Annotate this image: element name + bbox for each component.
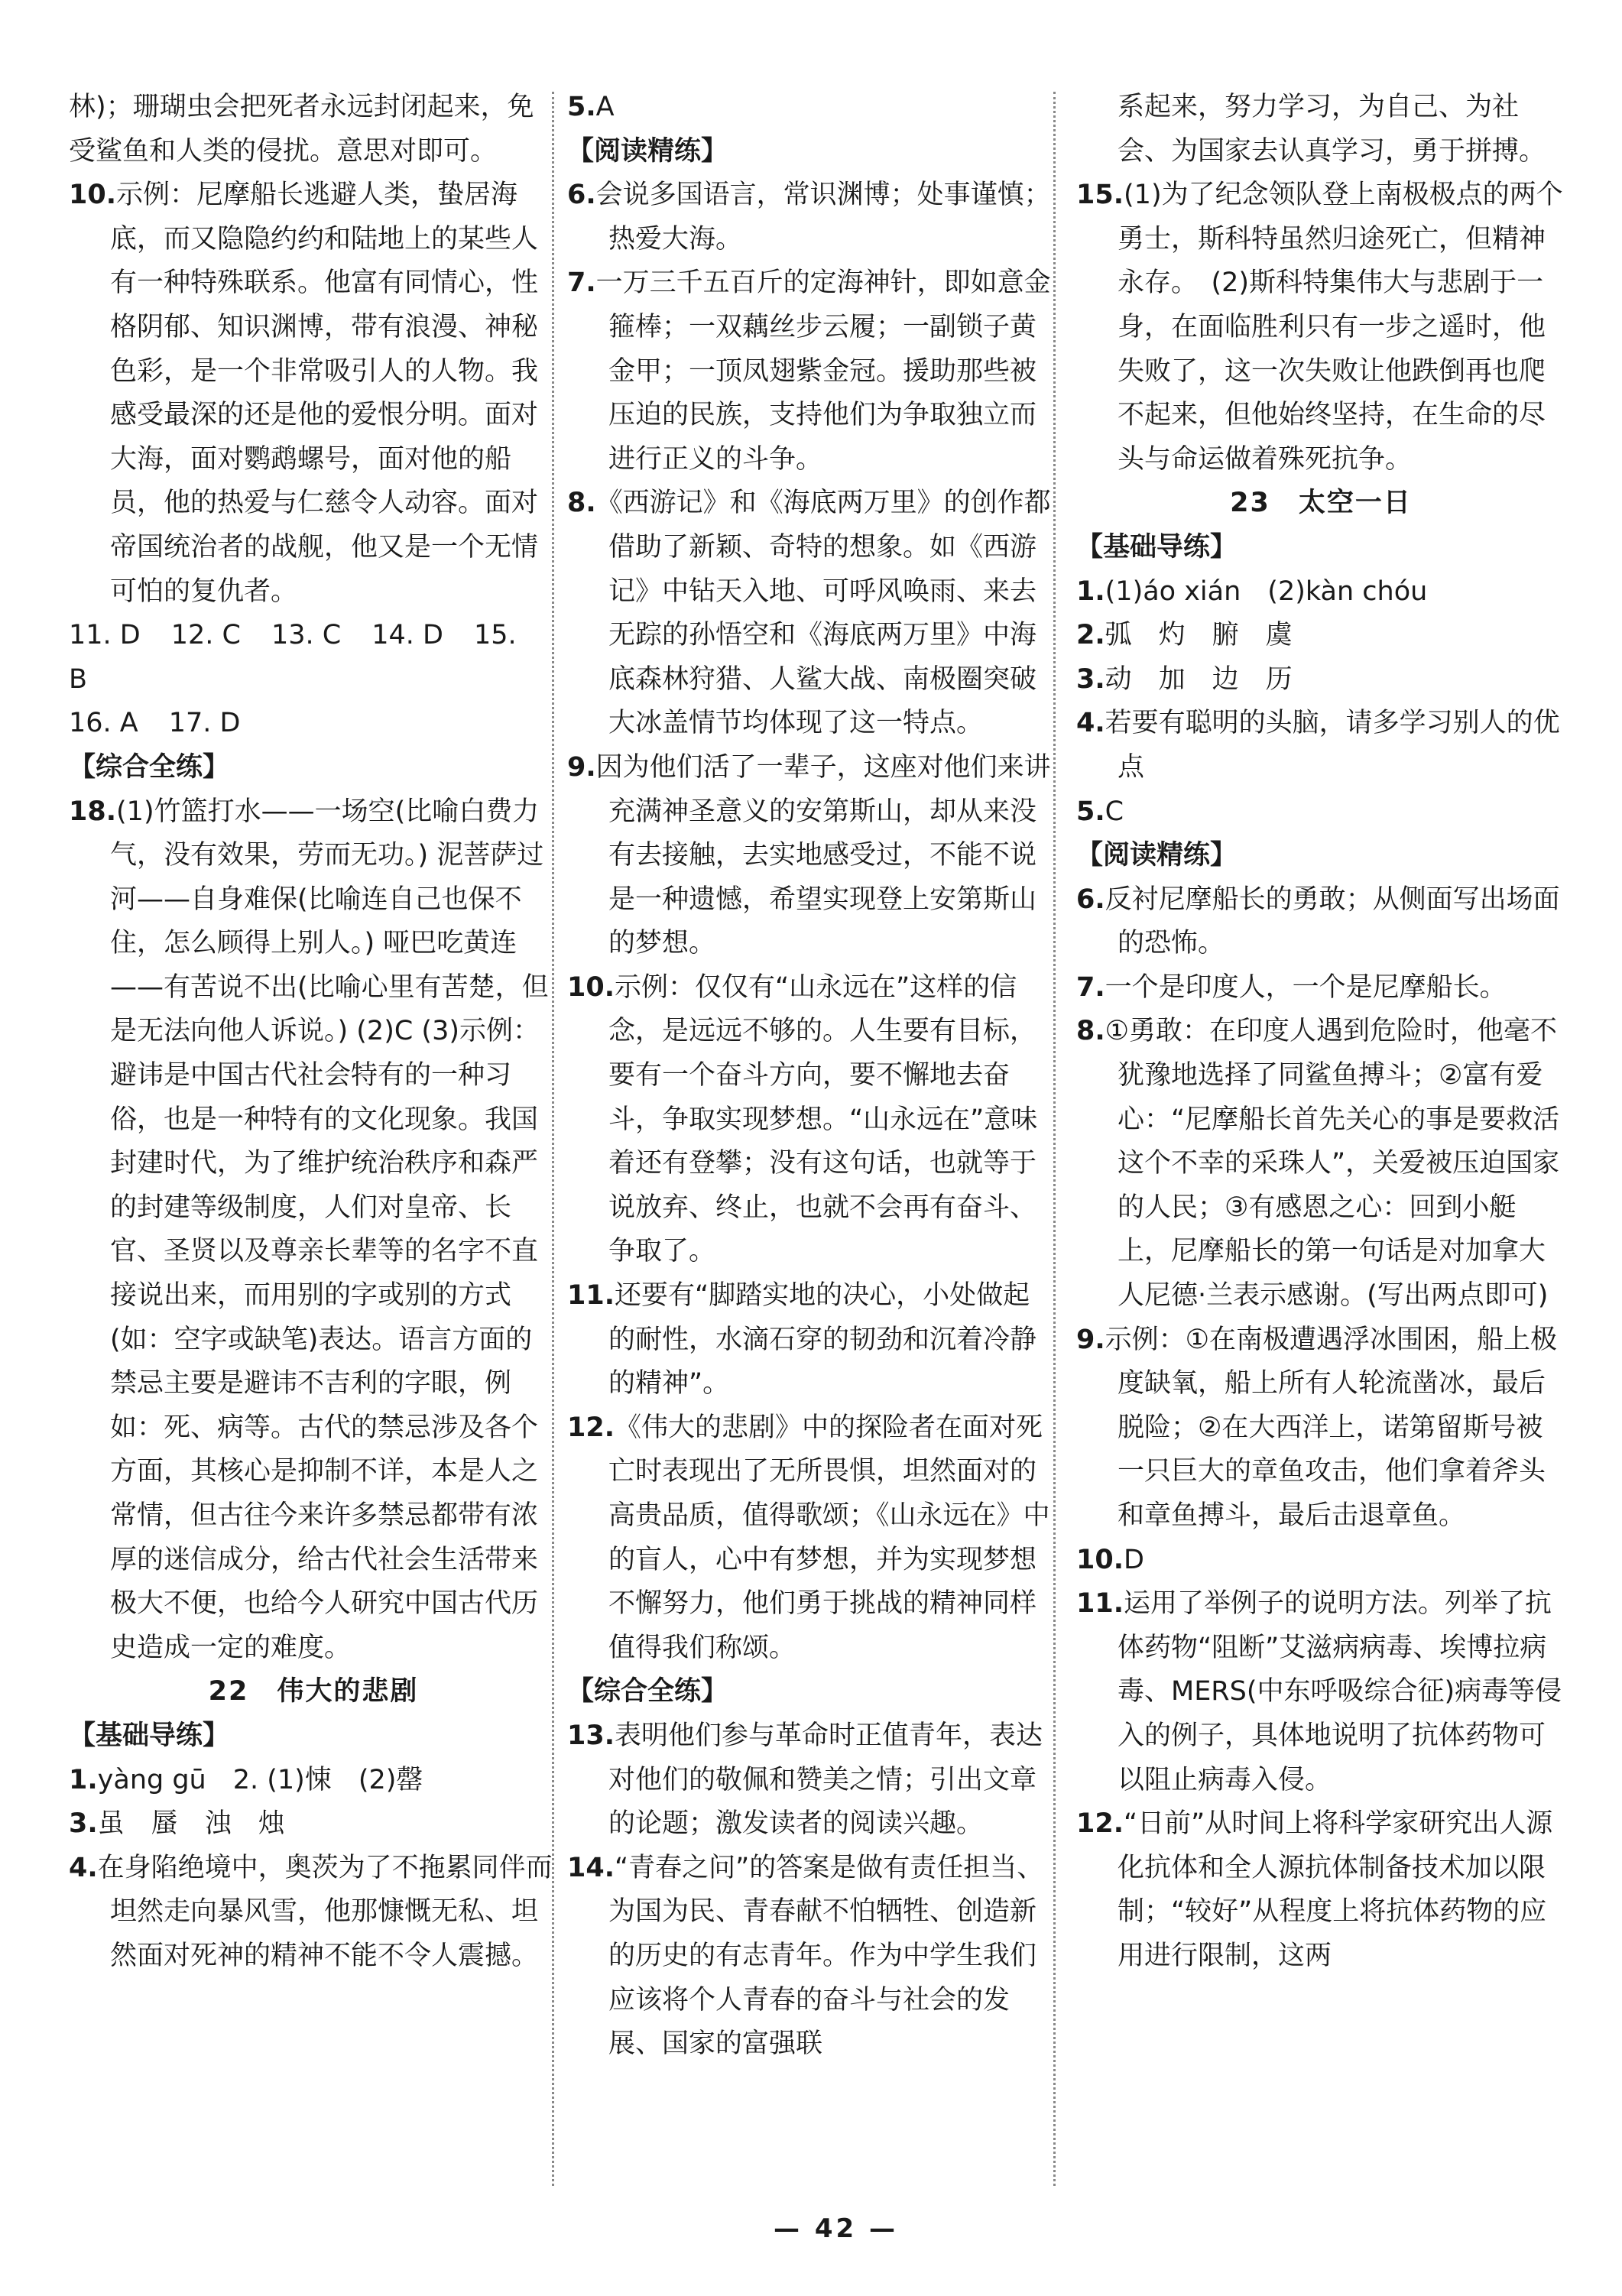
item-number: 10. [567,971,615,1003]
answer-item [69,173,558,614]
item-text: 动 加 边 历 [1105,663,1293,695]
column-middle [567,86,1056,2067]
item-text: 虽 蜃 浊 烛 [97,1808,285,1840]
item-number: 12. [1076,1808,1124,1840]
item-number: 3. [1076,663,1105,695]
answer-item: 14. D [371,620,443,651]
item-text: 《西游记》和《海底两万里》的创作都借助了新颖、奇特的想象。如《西游记》中钻天入地、可呼风唤雨、来去无踪的孙悟空和《海底两万里》中海底森林狩猎、人鲨大战、南极圈突破大冰盖情节均体现了这一特点。 [595,488,1051,739]
item-text: 林)；珊瑚虫会把死者永远封闭起来，免受鲨鱼和人类的侵扰。意思对即可。 [69,92,534,167]
answer-item [567,261,1056,482]
item-number: 1. [69,1764,98,1795]
answer-item [567,966,1056,1274]
answer-item [1076,1539,1565,1583]
item-number: 2. [1076,620,1105,651]
answer-item [1076,702,1565,790]
answer-item [567,1406,1056,1671]
column-divider [1053,92,1056,2186]
answer-item: 15. B [69,620,517,695]
item-text: 运用了举例子的说明方法。列举了抗体药物“阻断”艾滋病病毒、埃博拉病毒、MERS(中东呼吸综合征)病毒等侵入的例子，具体地说明了抗体药物可以阻止病毒入侵。 [1118,1588,1562,1795]
item-number: 7. [1076,971,1105,1003]
answer-item [69,1802,558,1847]
item-text: (1)áo xián (2)kàn chóu [1105,576,1428,607]
item-number: 10. [1076,1544,1124,1575]
answer-item [69,790,558,1671]
lesson-title: 23 太空一日 [1230,488,1412,519]
item-text: A [595,92,615,122]
answer-item: 16. A [69,708,138,739]
answer-item [69,1847,558,1979]
item-number: 5. [567,92,596,122]
item-text: 会说多国语言，常识渊博；处事谨慎；热爱大海。 [595,180,1051,255]
answer-item: 12. C [170,620,241,651]
answer-item [1076,1802,1565,1978]
item-text: “日前”从时间上将科学家研究出人源化抗体和全人源抗体制备技术加以限制；“较好”从程度上将抗体药物的应用进行限制，这两 [1118,1808,1553,1971]
item-text: (1)竹篮打水——一场空(比喻白费力气，没有效果，劳而无功。) 泥菩萨过河——自身难保(比喻连自己也保不住，怎么顾得上别人。) 哑巴吃黄连——有苦说不出(比喻心里有苦楚，但是无法向他人诉说。) (2)C (3)示例：避讳是中国古代社会特有的一种习俗，也是一种特有的文化现象。我国封建时代，为了维护统治秩序和森严的封建等级制度，人们对皇帝、长官、圣贤以及尊亲长辈等的名字不直接说出来，而用别的字或别的方式(如：空字或缺笔)表达。语言方面的禁忌主要是避讳不吉利的字眼，例如：死、病等。古代的禁忌涉及各个方面，其核心是抑制不详，本是人之常情，但古往今来许多禁忌都带有浓厚的迷信成分，给古代社会生活带来极大不便，也给今人研究中国古代历史造成一定的难度。 [110,796,549,1663]
item-text: 若要有聪明的头脑，请多学习别人的优点 [1105,708,1560,783]
item-number: 15. [1076,180,1124,211]
answer-item [567,86,1056,130]
item-text: 示例：仅仅有“山永远在”这样的信念，是远远不够的。人生要有目标，要有一个奋斗方向，要不懈地去奋斗，争取实现梦想。“山永远在”意味着还有登攀；没有这句话，也就等于说放弃、终止，也就不会再有奋斗、争取了。 [608,971,1038,1267]
item-number: 10. [69,180,117,211]
page-number: — 42 — [774,2213,898,2244]
item-text: 还要有“脚踏实地的决心，小处做起的耐性，水滴石穿的韧劲和沉着冷静的精神”。 [608,1280,1037,1399]
answer-item [1076,658,1565,702]
item-number: 1. [1076,576,1105,607]
item-text: 一万三千五百斤的定海神针，即如意金箍棒；一双藕丝步云履；一副锁子黄金甲；一顶凤翅紫金冠。援助那些被压迫的民族，支持他们为争取独立而进行正义的斗争。 [595,268,1051,475]
answer-item [1076,614,1565,658]
answer-item: 17. D [168,708,241,739]
item-text: C [1105,796,1124,827]
item-text: 一个是印度人，一个是尼摩船长。 [1105,971,1507,1003]
answer-item [567,1714,1056,1847]
section-heading: 【阅读精练】 [567,135,728,167]
answer-item [1076,790,1565,835]
item-number: 12. [567,1412,615,1443]
section-heading: 【阅读精练】 [1076,840,1238,871]
item-number: 13. [567,1720,615,1751]
item-text: 弧 灼 腑 虞 [1105,620,1293,651]
answer-item [1076,570,1565,615]
item-number: 11. [1076,1588,1124,1620]
item-number: 14. [567,1852,615,1883]
section-heading: 【基础导练】 [1076,531,1238,563]
item-text: 《伟大的悲剧》中的探险者在面对死亡时表现出了无所畏惧，坦然面对的高贵品质，值得歌颂；《山永远在》中的盲人，心中有梦想，并为实现梦想不懈努力，他们勇于挑战的精神同样值得我们称颂。 [608,1412,1050,1663]
item-number: 8. [567,488,596,519]
column-left [69,86,558,1979]
item-text: 在身陷绝境中，奥茨为了不拖累同伴而坦然走向暴风雪，他那慷慨无私、坦然面对死神的精神不能不令人震撼。 [97,1852,553,1971]
item-text: 系起来，努力学习，为自己、为社会、为国家去认真学习，勇于拼搏。 [1118,92,1546,167]
answer-row [69,702,558,746]
answer-item [1076,1582,1565,1802]
item-number: 7. [567,268,596,299]
answer-item [1076,1010,1565,1318]
section-heading: 【综合全练】 [69,751,230,783]
answer-item [567,1274,1056,1406]
item-number: 6. [567,180,596,211]
item-text: (1)为了纪念领队登上南极极点的两个勇士，斯科特虽然归途死亡，但精神永存。 (2)斯科特集伟大与悲剧于一身，在面临胜利只有一步之遥时，他失败了，这一次失败让他跌倒再也爬不起来，但他始终坚持，在生命的尽头与命运做着殊死抗争。 [1118,180,1563,475]
item-number: 4. [1076,708,1105,739]
answer-row [69,614,558,702]
item-text: yàng gū 2. (1)悚 (2)罄 [97,1764,423,1795]
item-text: D [1124,1544,1144,1575]
answer-item [1076,1318,1565,1539]
answer-item [567,173,1056,261]
item-number: 5. [1076,796,1105,827]
answer-item [69,86,558,173]
item-number: 8. [1076,1016,1105,1047]
section-heading: 【基础导练】 [69,1720,230,1751]
answer-item [567,746,1056,966]
answer-item [567,1847,1056,2067]
item-number: 18. [69,796,117,827]
column-right [1076,86,1565,1979]
item-text: 示例：尼摩船长逃避人类，蛰居海底，而又隐隐约约和陆地上的某些人有一种特殊联系。他富有同情心，性格阴郁、知识渊博，带有浪漫、神秘色彩，是一个非常吸引人的人物。我感受最深的还是他的爱恨分明。面对大海，面对鹦鹉螺号，面对他的船员，他的热爱与仁慈令人动容。面对帝国统治者的战舰，他又是一个无情可怕的复仇者。 [110,180,539,607]
answer-item: 11. D [69,620,141,651]
item-text: 示例：①在南极遭遇浮冰围困，船上极度缺氧，船上所有人轮流凿冰，最后脱险；②在大西洋上，诺第留斯号被一只巨大的章鱼攻击，他们拿着斧头和章鱼搏斗，最后击退章鱼。 [1105,1324,1558,1531]
item-number: 4. [69,1852,98,1883]
item-text: 因为他们活了一辈子，这座对他们来讲充满神圣意义的安第斯山，却从来没有去接触，去实地感受过，不能不说是一种遗憾，希望实现登上安第斯山的梦想。 [595,751,1051,959]
item-text: ①勇敢：在印度人遇到危险时，他毫不犹豫地选择了同鲨鱼搏斗；②富有爱心：“尼摩船长首先关心的事是要救活这个不幸的采珠人”，关爱被压迫国家的人民；③有感恩之心：回到小艇上，尼摩船长的第一句话是对加拿大人尼德·兰表示感谢。(写出两点即可) [1105,1016,1560,1312]
answer-item: 13. C [271,620,342,651]
item-number: 9. [567,751,596,783]
answer-item [69,1759,558,1803]
item-number: 11. [567,1280,615,1312]
item-text: 反衬尼摩船长的勇敢；从侧面写出场面的恐怖。 [1105,884,1560,959]
answer-item [567,482,1056,746]
item-text: “青春之问”的答案是做有责任担当、为国为民、青春献不怕牺牲、创造新的历史的有志青年。作为中学生我们应该将个人青春的奋斗与社会的发展、国家的富强联 [608,1852,1044,2060]
item-number: 6. [1076,884,1105,915]
item-text: 表明他们参与革命时正值青年，表达对他们的敬佩和赞美之情；引出文章的论题；激发读者的阅读兴趣。 [608,1720,1043,1840]
answer-item [1076,173,1565,482]
section-heading: 【综合全练】 [567,1676,728,1707]
answer-item [1076,966,1565,1010]
answer-item [1118,86,1565,173]
lesson-title: 22 伟大的悲剧 [208,1676,419,1707]
column-divider [552,92,554,2186]
item-number: 9. [1076,1324,1105,1355]
answer-item [1076,878,1565,966]
item-number: 3. [69,1808,98,1840]
